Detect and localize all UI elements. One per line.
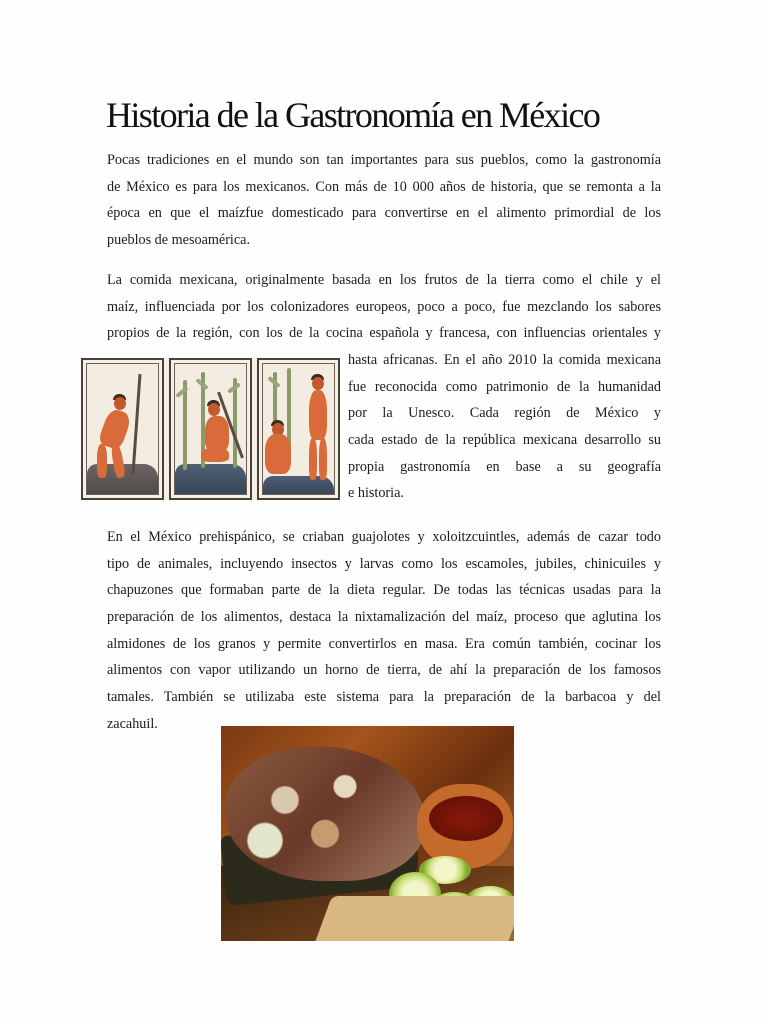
- seated-figure: [265, 434, 291, 474]
- tortillas: [310, 896, 514, 941]
- text-line: cada estado de la república mexicana desarrollo su: [348, 432, 661, 449]
- codex-panel: [81, 358, 164, 500]
- red-salsa: [429, 796, 503, 841]
- farmer-leg: [201, 448, 229, 462]
- codex-panel: [169, 358, 252, 500]
- text-line: chapuzones que formaban parte de la dieta regular. De todas las técnicas usadas para la: [107, 582, 661, 599]
- barbacoa-meat: [225, 746, 425, 881]
- digging-stick: [132, 374, 142, 474]
- text-line: maíz, influenciada por los colonizadores europeos, poco a poco, fue mezclando los sabores: [107, 298, 661, 315]
- maize-stalk: [183, 380, 187, 470]
- text-line: En el México prehispánico, se criaban guajolotes y xoloitzcuintles, además de cazar todo: [107, 529, 661, 545]
- text-line: Pocas tradiciones en el mundo son tan importantes para sus pueblos, como la gastronomía: [107, 152, 661, 168]
- barbacoa-photo-image: [221, 726, 514, 941]
- text-line: preparación de los alimentos, destaca la nixtamalización del maíz, proceso que aglutina los: [107, 609, 661, 626]
- text-line: propios de la región, con los de la cocina española y francesa, con influencias orientales y: [107, 325, 661, 342]
- farmer-figure: [205, 416, 229, 452]
- text-line: tipo de animales, incluyendo insectos y larvas como los escamoles, jubiles, chinicuiles y: [107, 555, 661, 572]
- text-line: propia gastronomía en base a su geografía: [348, 458, 661, 475]
- text-line: almidones de los granos y permite convertirlos en masa. Era común también, cocinar los: [107, 635, 661, 652]
- text-line: por la Unesco. Cada región de México y: [348, 405, 661, 422]
- text-line: alimentos con vapor utilizando un horno de tierra, de ahí la preparación de los famosos: [107, 662, 661, 679]
- text-line: hasta africanas. En el año 2010 la comida mexicana: [348, 352, 661, 368]
- paragraph-intro: [107, 147, 661, 254]
- text-line: pueblos de mesoamérica.: [107, 232, 251, 249]
- farmer-leg: [97, 444, 107, 478]
- codex-panel: [257, 358, 340, 500]
- figure-leg: [309, 438, 317, 480]
- figure-head: [208, 403, 220, 416]
- text-line: tamales. También se utilizaba este sistema para la preparación de la barbacoa y del: [107, 689, 661, 706]
- paragraph-mexican-food: [107, 267, 661, 347]
- paragraph-mexican-food-wrapped: [348, 347, 661, 507]
- text-line: zacahuil.: [107, 715, 158, 732]
- text-line: La comida mexicana, originalmente basada en los frutos de la tierra como el chile y el: [107, 272, 661, 288]
- text-line: época en que el maízfue domesticado para convertirse en el alimento primordial de los: [107, 205, 661, 222]
- text-line: de México es para los mexicanos. Con más de 10 000 años de historia, que se remonta a la: [107, 178, 661, 195]
- page-title: Historia de la Gastronomía en México: [106, 95, 600, 135]
- maize-stalk: [233, 378, 237, 468]
- text-line: fue reconocida como patrimonio de la humanidad: [348, 378, 661, 395]
- figure-leg: [319, 438, 327, 480]
- codex-illustration-image: [81, 358, 340, 500]
- text-line: e historia.: [348, 485, 404, 502]
- figure-head: [312, 377, 324, 390]
- paragraph-prehispanic: [107, 524, 661, 738]
- standing-figure: [309, 390, 327, 440]
- figure-head: [114, 397, 126, 410]
